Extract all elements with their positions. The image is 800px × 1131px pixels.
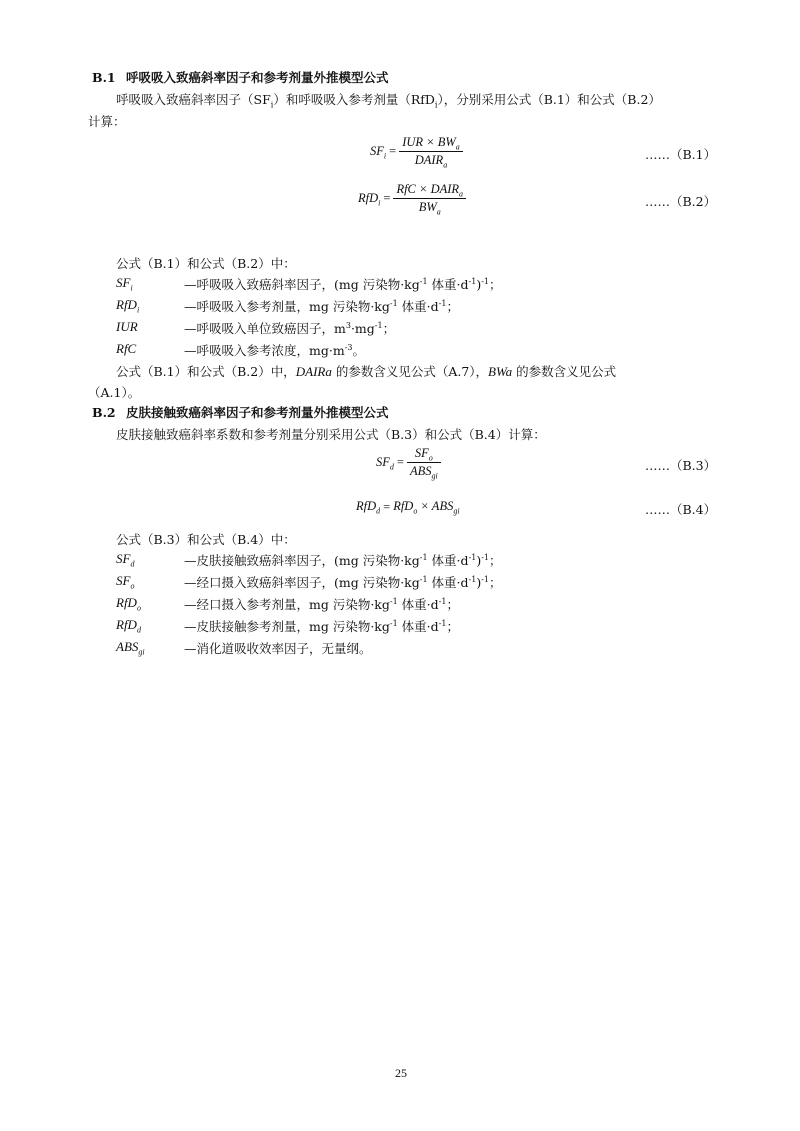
definition-text: —呼吸吸入单位致癌因子，$m^3\cdot mg^{-1}$； [184, 320, 396, 336]
note-symbol: DAIRa [295, 364, 332, 379]
section-title: 皮肤接触致癌斜率因子和参考剂量外推模型公式 [126, 405, 389, 420]
intro-subscript: i [270, 100, 274, 110]
section-b2-heading [92, 403, 389, 421]
definition-text: —呼吸吸入致癌斜率因子，(mg 污染物$\cdot kg^{-1}$ 体重$\cdot d^{-1})^{-1}$； [184, 276, 502, 292]
equation-lhs: $SF_d$ [376, 455, 394, 472]
section-title: 呼吸吸入致癌斜率因子和参考剂量外推模型公式 [126, 70, 389, 85]
equation-lhs: RfD$_i$ [358, 191, 381, 208]
b2-intro: 皮肤接触致癌斜率系数和参考剂量分别采用公式（B.3）和公式（B.4）计算： [116, 427, 546, 442]
definition-text: —皮肤接触参考剂量，mg 污染物$\cdot kg^{-1}$ 体重$\cdot d^{-1}$； [184, 618, 459, 634]
definition-text: —消化道吸收效率因子，无量纲。 [184, 641, 372, 656]
b2-where: 公式（B.3）和公式（B.4）中： [116, 532, 296, 547]
intro-text: ）和呼吸吸入参考剂量（RfD [273, 92, 435, 107]
equation-lhs: $SF_i$ [370, 144, 387, 161]
b1-intro-line1 [116, 90, 661, 108]
b1-intro-line2: 计算： [88, 114, 126, 129]
section-number: B.1 [92, 70, 116, 85]
b1-note-line2: （A.1）。 [88, 385, 141, 400]
equation-number-b4: ……（B.4） [645, 502, 717, 517]
note-symbol: BWa [488, 364, 513, 379]
equation-b3: $SF_d$ = $\frac{SF_o}{ABS_{gi}}$ [376, 446, 441, 479]
definition-symbol: $SF_i$ [116, 275, 133, 293]
section-b1-heading [92, 68, 389, 86]
definition-symbol: RfD$_d$ [116, 617, 141, 635]
b1-where: 公式（B.1）和公式（B.2）中： [116, 256, 296, 271]
equation-fraction: $\frac{RfC \times DAIR_a}{BW_a}$ [393, 182, 466, 215]
definition-symbol: RfD$_i$ [116, 297, 140, 315]
section-number: B.2 [92, 405, 116, 420]
definition-text: —皮肤接触致癌斜率因子，(mg 污染物$\cdot kg^{-1}$ 体重$\cdot d^{-1})^{-1}$； [184, 552, 502, 568]
page-number: 25 [395, 1066, 407, 1080]
equation-b1: $SF_i$ = $\frac{IUR \times BW_a}{DAIR_a}$ [370, 135, 463, 168]
definition-symbol: RfC [116, 341, 137, 356]
equation-b2: RfD$_i$ = $\frac{RfC \times DAIR_a}{BW_a}$ [358, 182, 466, 215]
definition-symbol: RfD$_o$ [116, 595, 141, 613]
equation-fraction: $\frac{SF_o}{ABS_{gi}}$ [407, 446, 441, 479]
intro-text: ），分别采用公式（B.1）和公式（B.2） [437, 92, 661, 107]
definition-text: —经口摄入参考剂量，mg 污染物$\cdot kg^{-1}$ 体重$\cdot d^{-1}$； [184, 596, 459, 612]
definition-symbol: $SF_d$ [116, 551, 135, 569]
equation-b4: $RfD_d = RfD_o \times ABS_{gi}$ [356, 499, 460, 516]
equation-number-b2: ……（B.2） [645, 194, 717, 209]
definition-text: —呼吸吸入参考剂量，mg 污染物$\cdot kg^{-1}$ 体重$\cdot d^{-1}$； [184, 298, 459, 314]
definition-symbol: $SF_o$ [116, 573, 135, 591]
definition-symbol: $ABS_{gi}$ [116, 639, 145, 657]
definition-symbol: IUR [116, 319, 138, 334]
intro-subscript: i [434, 100, 438, 110]
equation-fraction: $\frac{IUR \times BW_a}{DAIR_a}$ [399, 135, 463, 168]
definition-text: —经口摄入致癌斜率因子，(mg 污染物$\cdot kg^{-1}$ 体重$\cdot d^{-1})^{-1}$； [184, 574, 502, 590]
b1-note-line1: 公式（B.1）和公式（B.2）中，DAIRa 的参数含义见公式（A.7），BWa 的参数含义见公式 [116, 364, 617, 379]
intro-text: 呼吸吸入致癌斜率因子（SF [116, 92, 271, 107]
equation-number-b3: ……（B.3） [645, 458, 717, 473]
definition-text: —呼吸吸入参考浓度，$mg\cdot m^{-3}$。 [184, 342, 365, 358]
equation-number-b1: ……（B.1） [645, 147, 717, 162]
